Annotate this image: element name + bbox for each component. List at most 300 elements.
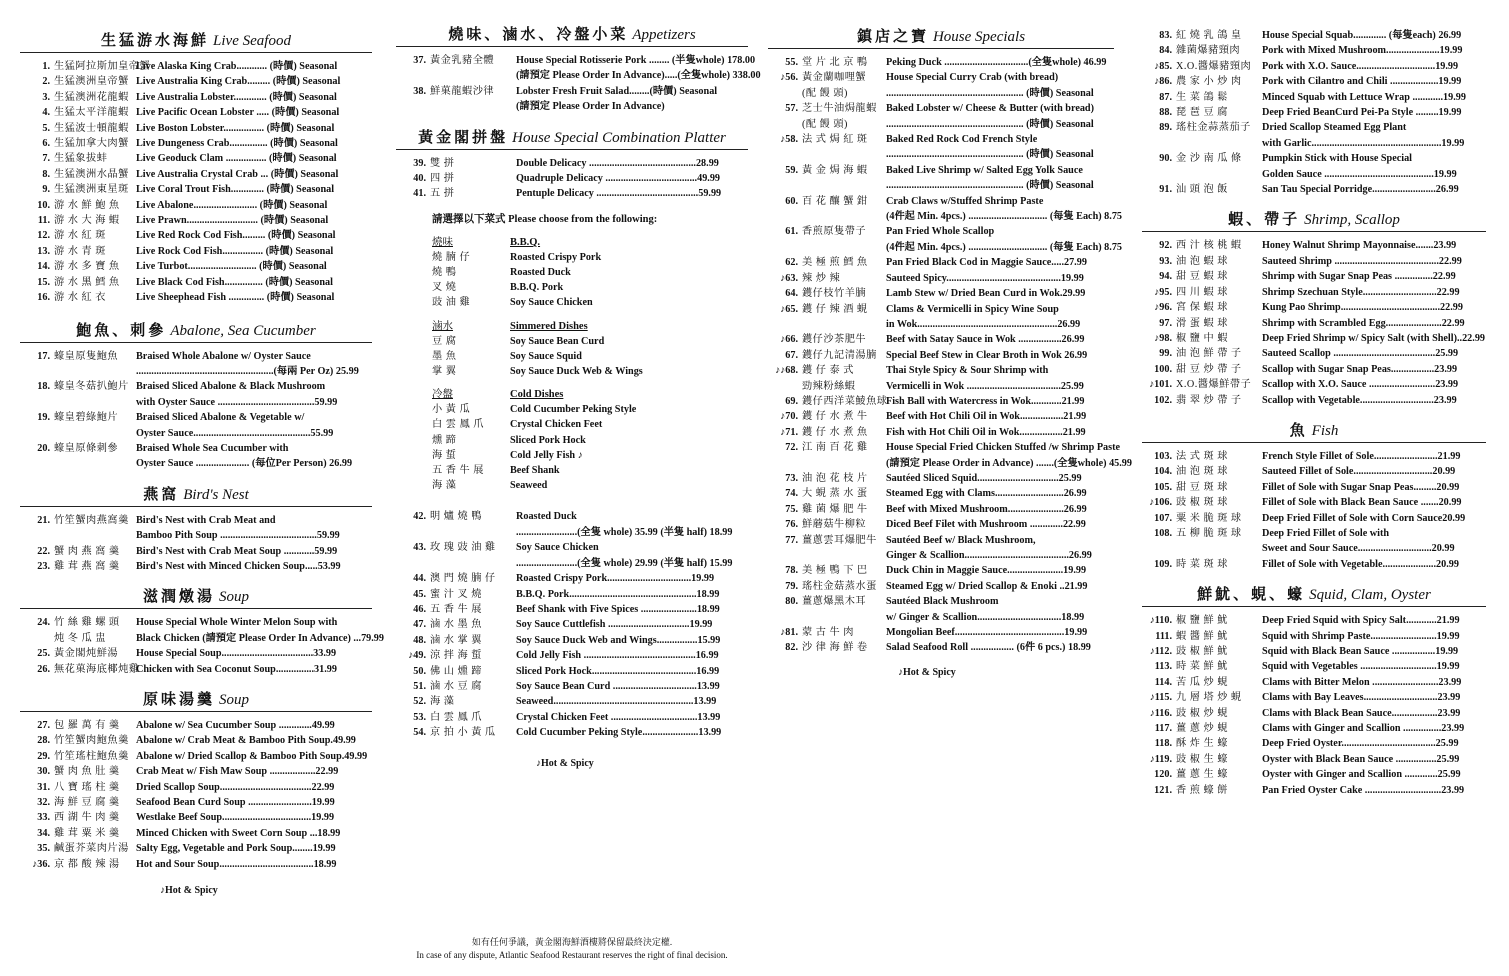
item-name-cn: 蠔皇碧綠鮑片 <box>54 412 119 424</box>
item-name-cn: 佛 山 燻 蹄 <box>430 665 482 677</box>
menu-section <box>396 129 748 150</box>
section-title <box>20 691 372 711</box>
item-number: 6. <box>42 138 50 150</box>
item-name-en: Seafood Bean Curd Soup .........................19.99 <box>136 797 335 809</box>
item-name-en: Fish Ball with Watercress in Wok............21.99 <box>886 395 1085 407</box>
item-name-en: Steamed Egg w/ Dried Scallop & Enoki ..21.99 <box>886 580 1088 592</box>
item-number: 120. <box>1154 769 1172 781</box>
item-number: 87. <box>1159 91 1172 103</box>
item-name-cn-continued <box>430 525 516 540</box>
item-name-cn: 黃金蘭咖哩蟹 <box>802 72 867 84</box>
item-name-cn-continued <box>430 68 516 83</box>
item-price-line: ...................................................... (時價) Seasonal <box>886 118 1094 130</box>
item-name-en: Deep Fried Fillet of Sole with Corn Sauce20.99 <box>1262 512 1466 524</box>
item-price-line: (請預定 Please Order In Advance) <box>516 101 665 113</box>
menu-item <box>1142 346 1486 361</box>
menu-item <box>20 615 372 630</box>
item-price-line: with Oyster Sauce ......................................59.99 <box>136 396 338 408</box>
item-name-cn-continued <box>1176 167 1262 182</box>
item-name-en: House Special Fried Chicken Stuffed /w Shrimp Paste <box>886 442 1121 454</box>
item-number: 42. <box>413 511 426 523</box>
item-name-en: Pork with Mixed Mushroom.....................19.99 <box>1262 45 1463 57</box>
item-name-cn: 沙 律 海 鮮 卷 <box>802 642 868 654</box>
item-number: 3. <box>42 91 50 103</box>
item-number: 41. <box>413 188 426 200</box>
menu-item <box>20 749 372 764</box>
item-name-en: Braised Sliced Abalone & Vegetable w/ <box>136 412 305 424</box>
item-name-en: Beef with Satay Sauce in Wok .................26.99 <box>886 334 1085 346</box>
item-name-cn: 游 水 青 斑 <box>54 245 106 257</box>
item-name-en: Baked Lobster w/ Cheese & Butter (with bread) <box>886 103 1094 115</box>
item-number: 99. <box>1159 348 1172 360</box>
menu-item <box>1142 74 1486 89</box>
menu-item <box>1142 43 1486 58</box>
platter-option-cn: 海 藻 <box>432 480 457 492</box>
platter-option <box>396 280 748 295</box>
section-title-en: Bird's Nest <box>183 486 249 503</box>
menu-item-continued <box>396 525 748 540</box>
item-name-cn: 滷 水 豆 腐 <box>430 680 482 692</box>
item-name-cn: 瑤柱金蒜蒸茄子 <box>1176 122 1251 134</box>
item-name-en: Diced Beef Filet with Mushroom .............22.99 <box>886 519 1086 531</box>
item-name-en: Sauteed Shrimp .........................................22.99 <box>1262 255 1462 267</box>
menu-item <box>20 718 372 733</box>
menu-item <box>20 857 372 872</box>
menu-item <box>1142 783 1486 798</box>
menu-item <box>396 710 748 725</box>
item-name-en: House Special Squab............. (每隻each) 26.99 <box>1262 30 1462 41</box>
item-name-en: Seaweed.......................................................13.99 <box>516 696 717 708</box>
menu-item <box>20 259 372 274</box>
platter-option-en: Roasted Duck <box>510 267 571 279</box>
menu-section <box>20 322 372 343</box>
menu-item <box>1142 752 1486 767</box>
item-name-cn: 生猛澳洲水晶蟹 <box>54 168 129 180</box>
item-name-en: Scallop with X.O. Sauce ..........................23.99 <box>1262 379 1459 391</box>
item-number: 102. <box>1154 394 1172 406</box>
item-name-en: Cold Jelly Fish ............................................16.99 <box>516 650 719 662</box>
menu-item <box>20 90 372 105</box>
item-number-spacer <box>20 426 54 441</box>
item-number: 38. <box>413 85 426 97</box>
menu-section <box>20 588 372 609</box>
item-name-cn: 生猛阿拉斯加皇帝蟹 <box>54 61 151 72</box>
section-title <box>1142 422 1486 442</box>
item-number: 35. <box>37 843 50 855</box>
menu-section <box>20 486 372 507</box>
menu-item <box>396 587 748 602</box>
item-name-cn: 游 水 鮮 鮑 魚 <box>54 199 120 211</box>
section-title <box>1142 211 1486 231</box>
menu-item <box>20 544 372 559</box>
item-number: 1. <box>42 61 50 72</box>
menu-item <box>20 810 372 825</box>
menu-section <box>1142 211 1486 232</box>
menu-item <box>768 348 1114 363</box>
section-title-cn: 燕窩 <box>143 486 180 503</box>
menu-item <box>1142 464 1486 479</box>
platter-option <box>396 463 748 478</box>
menu-item-continued <box>1142 167 1486 182</box>
menu-item-continued <box>20 426 372 441</box>
item-name-cn-continued: 勁辣粉絲蝦 <box>802 380 856 392</box>
item-name-en: Oyster with Ginger and Scallion .............25.99 <box>1262 769 1461 781</box>
menu-item <box>1142 393 1486 408</box>
item-number: 69. <box>785 395 798 407</box>
item-name-cn: 雞 菌 爆 肥 牛 <box>802 503 868 515</box>
item-name-cn: 生猛澳洲東星斑 <box>54 184 129 196</box>
item-name-cn: 鮮菓龍蝦沙律 <box>430 85 495 97</box>
item-number: ♪101. <box>1149 379 1172 391</box>
menu-item <box>1142 659 1486 674</box>
item-number: ♪81. <box>780 627 798 639</box>
item-number: 84. <box>1159 45 1172 57</box>
menu-item <box>768 579 1114 594</box>
platter-option-en: Crystal Chicken Feet <box>510 419 603 431</box>
item-name-en: Bird's Nest with Minced Chicken Soup.....53.99 <box>136 560 341 572</box>
section-divider <box>1142 442 1486 443</box>
item-name-cn: 游 水 大 海 蝦 <box>54 215 120 227</box>
item-name-cn: 甜 豆 炒 帶 子 <box>1176 363 1242 375</box>
item-number: 78. <box>785 565 798 577</box>
section-title-en: Abalone, Sea Cucumber <box>170 322 316 339</box>
item-number: 22. <box>37 545 50 557</box>
item-name-en: Live Geoduck Clam ................ (時價) Seasonal <box>136 153 337 165</box>
platter-option-en: Seaweed <box>510 480 548 492</box>
item-name-en: Pan Fried Black Cod in Maggie Sauce.....27.99 <box>886 257 1087 269</box>
platter-option-cn: 豉 油 雞 <box>432 297 471 309</box>
menu-item-continued <box>1142 136 1486 151</box>
item-number: 19. <box>37 412 50 424</box>
item-name-cn: 包 羅 萬 有 羹 <box>54 720 120 731</box>
item-name-en: Braised Sliced Abalone & Black Mushroom <box>136 381 326 393</box>
platter-category <box>396 319 748 334</box>
menu-item <box>1142 300 1486 315</box>
platter-option-cn: 燻 蹄 <box>432 434 457 446</box>
item-name-cn: 八 寶 瑤 柱 羹 <box>54 781 120 793</box>
item-number: 60. <box>785 195 798 207</box>
item-name-cn: 鑊仔沙茶肥牛 <box>802 334 867 346</box>
item-name-cn: 游 水 黑 鱈 魚 <box>54 276 120 288</box>
menu-item <box>1142 285 1486 300</box>
item-number: 75. <box>785 503 798 515</box>
item-name-cn: 雞 茸 燕 窩 羹 <box>54 560 120 572</box>
menu-item-continued <box>768 240 1123 255</box>
item-number: ♪♪68. <box>775 365 798 377</box>
menu-item <box>768 394 1114 409</box>
section-divider <box>1142 606 1486 607</box>
item-number-spacer <box>20 631 54 646</box>
item-price-line: Black Chicken (請預定 Please Order In Advance) ...79.99 <box>136 632 384 644</box>
menu-item <box>768 471 1114 486</box>
item-name-cn: 玫 瑰 豉 油 雞 <box>430 542 496 554</box>
item-name-en: Sautéed Black Mushroom <box>886 596 999 608</box>
item-name-en: Beef Shank with Five Spices ......................18.99 <box>516 603 720 615</box>
item-name-cn: 薑蔥爆黑木耳 <box>802 596 867 608</box>
item-number: 7. <box>42 153 50 165</box>
item-number: 43. <box>413 542 426 554</box>
item-number: ♪112. <box>1149 646 1172 657</box>
hot-spicy-legend: ♪Hot & Spicy <box>536 757 594 769</box>
item-number: 73. <box>785 472 798 484</box>
item-name-cn: 蠔皇冬菇扒鮑片 <box>54 381 129 393</box>
item-number: 47. <box>413 619 426 631</box>
item-number-spacer <box>768 209 802 224</box>
item-number: 16. <box>37 292 50 304</box>
platter-option <box>396 250 748 265</box>
menu-column-1 <box>20 0 384 898</box>
section-title <box>396 26 748 46</box>
item-number: 113. <box>1154 661 1172 673</box>
menu-section <box>396 26 748 47</box>
item-name-cn: 油 泡 鮮 帶 子 <box>1176 348 1242 360</box>
menu-item <box>20 780 372 795</box>
item-name-cn-continued <box>802 456 886 471</box>
item-name-en: Pumpkin Stick with House Special <box>1262 153 1413 165</box>
item-name-cn: 美 極 煎 鱈 魚 <box>802 257 868 269</box>
item-name-en: Clams with Bitter Melon ..........................23.99 <box>1262 676 1462 688</box>
item-price-line: Oyster Sauce..............................................55.99 <box>136 427 334 439</box>
item-price-line: (請預定 Please Order in Advance) .......(全隻whole) 45.99 <box>886 457 1132 469</box>
menu-item <box>396 540 748 555</box>
item-number: 24. <box>37 617 50 629</box>
item-number: 32. <box>37 797 50 809</box>
platter-option-cn: 海 蜇 <box>432 449 457 461</box>
item-name-cn: 時 菜 鮮 魷 <box>1176 661 1228 673</box>
menu-item <box>20 167 372 182</box>
item-name-en: Clams with Black Bean Sauce..................23.99 <box>1262 707 1461 719</box>
menu-item <box>1142 316 1486 331</box>
item-price-line: ...................................................... (時價) Seasonal <box>886 149 1094 161</box>
item-name-cn: 黃金閣炖鮮湯 <box>54 648 119 660</box>
item-name-cn: 鮮蘑菇牛柳粒 <box>802 519 867 531</box>
item-name-cn: 辣 炒 辣 <box>802 272 841 284</box>
item-name-cn: 瑤柱金菇蒸水蛋 <box>802 580 877 592</box>
item-name-en: Scallop with Sugar Snap Peas.................23.99 <box>1262 363 1458 375</box>
item-name-cn: 鑊仔九記清湯腩 <box>802 349 877 361</box>
item-number: ♪71. <box>780 426 798 438</box>
item-number: 57. <box>785 103 798 115</box>
item-name-en: Abalone w/ Sea Cucumber Soup .............49.99 <box>136 720 335 731</box>
item-name-en: Soy Sauce Duck Web and Wings................15.99 <box>516 634 721 646</box>
item-price-line: (4件起 Min. 4pcs.) ............................... (每隻 Each) 8.75 <box>886 211 1123 223</box>
item-name-en: Pork with X.O. Sauce...............................19.99 <box>1262 60 1459 72</box>
item-number: 17. <box>37 350 50 362</box>
item-name-cn: 薑蔥雲耳爆肥牛 <box>802 534 877 546</box>
menu-item-continued <box>20 631 384 646</box>
item-number: 33. <box>37 812 50 824</box>
platter-option <box>396 364 748 379</box>
item-name-cn: 生猛澳洲皇帝蟹 <box>54 76 129 88</box>
section-title-cn: 鮑魚、刺參 <box>76 322 167 339</box>
item-name-cn: 時 菜 斑 球 <box>1176 558 1228 570</box>
platter-option-en: Sliced Pork Hock <box>510 434 586 446</box>
item-number: 97. <box>1159 317 1172 329</box>
menu-item <box>20 826 372 841</box>
menu-item <box>768 194 1114 209</box>
section-title-en: House Specials <box>932 29 1026 45</box>
menu-item <box>396 725 748 740</box>
item-number: 103. <box>1154 450 1172 462</box>
item-name-en: Quadruple Delicacy ....................................49.99 <box>516 173 721 185</box>
item-name-cn: 豉 椒 斑 球 <box>1176 497 1228 509</box>
menu-item-continued <box>396 99 748 114</box>
section-title <box>396 129 748 149</box>
platter-option <box>396 448 748 463</box>
hot-spicy-legend: ♪Hot & Spicy <box>160 885 218 897</box>
item-name-cn-continued <box>430 556 516 571</box>
menu-item-continued <box>768 317 1114 332</box>
item-number: 91. <box>1159 184 1172 196</box>
item-name-cn: 雙 拼 <box>430 157 455 169</box>
item-name-en: Kung Pao Shrimp.......................................22.99 <box>1262 302 1463 314</box>
platter-option <box>396 295 748 310</box>
item-name-en: Deep Fried BeanCurd Pei-Pa Style .........19.99 <box>1262 107 1462 119</box>
platter-category-cn: 燒味 <box>432 236 453 248</box>
menu-item <box>20 646 372 661</box>
item-name-en: Clams & Vermicelli in Spicy Wine Soup <box>886 303 1059 315</box>
menu-item <box>768 640 1114 655</box>
item-name-cn: 法 式 焗 紅 斑 <box>802 134 868 146</box>
menu-item-continued <box>396 556 748 571</box>
platter-option-en: B.B.Q. Pork <box>510 282 564 294</box>
menu-item <box>768 70 1114 85</box>
hot-spicy-legend: ♪Hot & Spicy <box>898 666 956 678</box>
item-name-en: Salad Seafood Roll ................. (6件 6 pcs.) 18.99 <box>886 642 1091 654</box>
item-name-cn: 大 蜆 蒸 水 蛋 <box>802 488 868 500</box>
item-number: 15. <box>37 276 50 288</box>
item-number: ♪106. <box>1149 497 1172 509</box>
section-title-en: Squid, Clam, Oyster <box>1309 587 1431 604</box>
menu-item <box>1142 254 1486 269</box>
item-name-en: Live Australia King Crab......... (時價) Seasonal <box>136 76 341 88</box>
item-number: 46. <box>413 603 426 615</box>
platter-option-cn: 燒 鴨 <box>432 267 457 279</box>
item-name-cn: 西 汁 核 桃 蝦 <box>1176 240 1242 252</box>
item-name-cn: 五 柳 脆 斑 球 <box>1176 527 1242 539</box>
item-name-en: Live Sheephead Fish .............. (時價) Seasonal <box>136 292 335 304</box>
section-title-cn: 蝦、帶子 <box>1228 212 1301 229</box>
item-name-cn-continued <box>1176 136 1262 151</box>
item-number: ♪58. <box>780 134 798 146</box>
item-number-spacer <box>768 548 802 563</box>
item-name-cn: 甜 豆 蝦 球 <box>1176 271 1228 283</box>
menu-item-continued <box>768 117 1114 132</box>
item-number: 45. <box>413 588 426 600</box>
item-number: ♪85. <box>1154 60 1172 72</box>
item-name-en: Soy Sauce Cuttlefish ................................19.99 <box>516 619 713 631</box>
menu-column-2 <box>396 0 761 771</box>
menu-section <box>1142 586 1486 607</box>
item-name-cn: 海 藻 <box>430 696 455 708</box>
menu-item <box>20 349 372 364</box>
menu-item <box>768 332 1114 347</box>
menu-item <box>768 286 1114 301</box>
menu-item-continued <box>396 68 761 83</box>
item-name-en: Double Delicacy ..........................................28.99 <box>516 157 719 169</box>
menu-item <box>396 633 748 648</box>
item-number: 121. <box>1154 784 1172 796</box>
item-price-line: ......................................................(每兩 Per Oz) 25.99 <box>136 365 359 377</box>
item-name-en: Braised Whole Sea Cucumber with <box>136 442 289 454</box>
item-name-cn-continued <box>1176 541 1262 556</box>
item-name-en: Cold Cucumber Peking Style......................13.99 <box>516 727 722 739</box>
item-name-en: Deep Fried Oyster.....................................25.99 <box>1262 738 1459 750</box>
item-name-en: Pork with Cilantro and Chili ...................19.99 <box>1262 76 1462 88</box>
menu-item <box>768 132 1114 147</box>
item-name-cn: 生猛澳洲花龍蝦 <box>54 91 129 103</box>
item-number: ♪70. <box>780 411 798 423</box>
item-number: 62. <box>785 257 798 269</box>
item-number: 40. <box>413 173 426 185</box>
menu-item <box>20 733 372 748</box>
item-name-en: Abalone w/ Crab Meat & Bamboo Pith Soup.49.99 <box>136 735 356 747</box>
item-name-en: Deep Fried Fillet of Sole with <box>1262 527 1390 539</box>
spacer <box>396 493 748 509</box>
section-title <box>768 28 1114 48</box>
item-name-cn: 粟 米 脆 斑 球 <box>1176 512 1242 524</box>
item-number-spacer <box>396 99 430 114</box>
item-name-en: Braised Whole Abalone w/ Oyster Sauce <box>136 350 311 362</box>
item-number: ♪65. <box>780 303 798 315</box>
menu-item <box>20 59 372 74</box>
item-name-cn: 江 南 百 花 雞 <box>802 442 868 454</box>
menu-item-continued <box>768 610 1114 625</box>
item-name-cn: 九 層 塔 炒 蜆 <box>1176 692 1242 704</box>
item-number: 108. <box>1154 527 1172 539</box>
item-name-cn: 竹 絲 雞 螺 頭 <box>54 617 120 629</box>
item-name-en: Lobster Fresh Fruit Salad........(時價) Seasonal <box>516 85 718 97</box>
item-name-cn: 竹笙蟹肉燕窩羹 <box>54 514 129 526</box>
item-number: ♪119. <box>1149 753 1172 765</box>
item-name-cn: 鑊仔西洋菜鯪魚球 <box>802 395 888 407</box>
item-number-spacer <box>396 68 430 83</box>
menu-item <box>768 363 1114 378</box>
menu-item <box>1142 182 1486 197</box>
item-name-en: Westlake Beef Soup...................................19.99 <box>136 812 335 824</box>
item-name-en: Bird's Nest with Crab Meat and <box>136 514 276 526</box>
item-name-en: Soy Sauce Chicken <box>516 542 599 554</box>
spacer <box>1142 0 1486 28</box>
item-number: 5. <box>42 122 50 134</box>
item-name-cn: 京 都 酸 辣 湯 <box>54 858 120 870</box>
platter-category-en: B.B.Q. <box>510 236 541 248</box>
menu-item <box>396 694 748 709</box>
section-title <box>20 322 372 342</box>
menu-item <box>768 255 1114 270</box>
menu-item <box>396 156 748 171</box>
item-number: ♪95. <box>1154 286 1172 298</box>
item-number: 51. <box>413 680 426 692</box>
item-name-cn-continued <box>802 209 886 224</box>
menu-item <box>20 136 372 151</box>
menu-item <box>1142 120 1486 135</box>
item-number: 114. <box>1154 676 1172 688</box>
item-name-cn-continued <box>802 240 886 255</box>
menu-item <box>1142 736 1486 751</box>
menu-item <box>768 517 1114 532</box>
item-name-en: Shrimp Szechuan Style.............................22.99 <box>1262 286 1460 298</box>
menu-item-continued <box>768 456 1132 471</box>
disclaimer-cn: 如有任何爭議，黃金閣海鮮酒樓將保留最終決定權. <box>471 937 673 947</box>
item-number: 4. <box>42 107 50 119</box>
item-name-cn: 酥 炸 生 蠔 <box>1176 738 1228 750</box>
item-number: 100. <box>1154 363 1172 375</box>
item-price-line: Bamboo Pith Soup ......................................59.99 <box>136 530 340 542</box>
item-price-line: Golden Sauce ...........................................19.99 <box>1262 168 1457 180</box>
item-name-cn: 油 泡 斑 球 <box>1176 466 1228 478</box>
item-name-en: San Tau Special Porridge.........................26.99 <box>1262 184 1459 196</box>
